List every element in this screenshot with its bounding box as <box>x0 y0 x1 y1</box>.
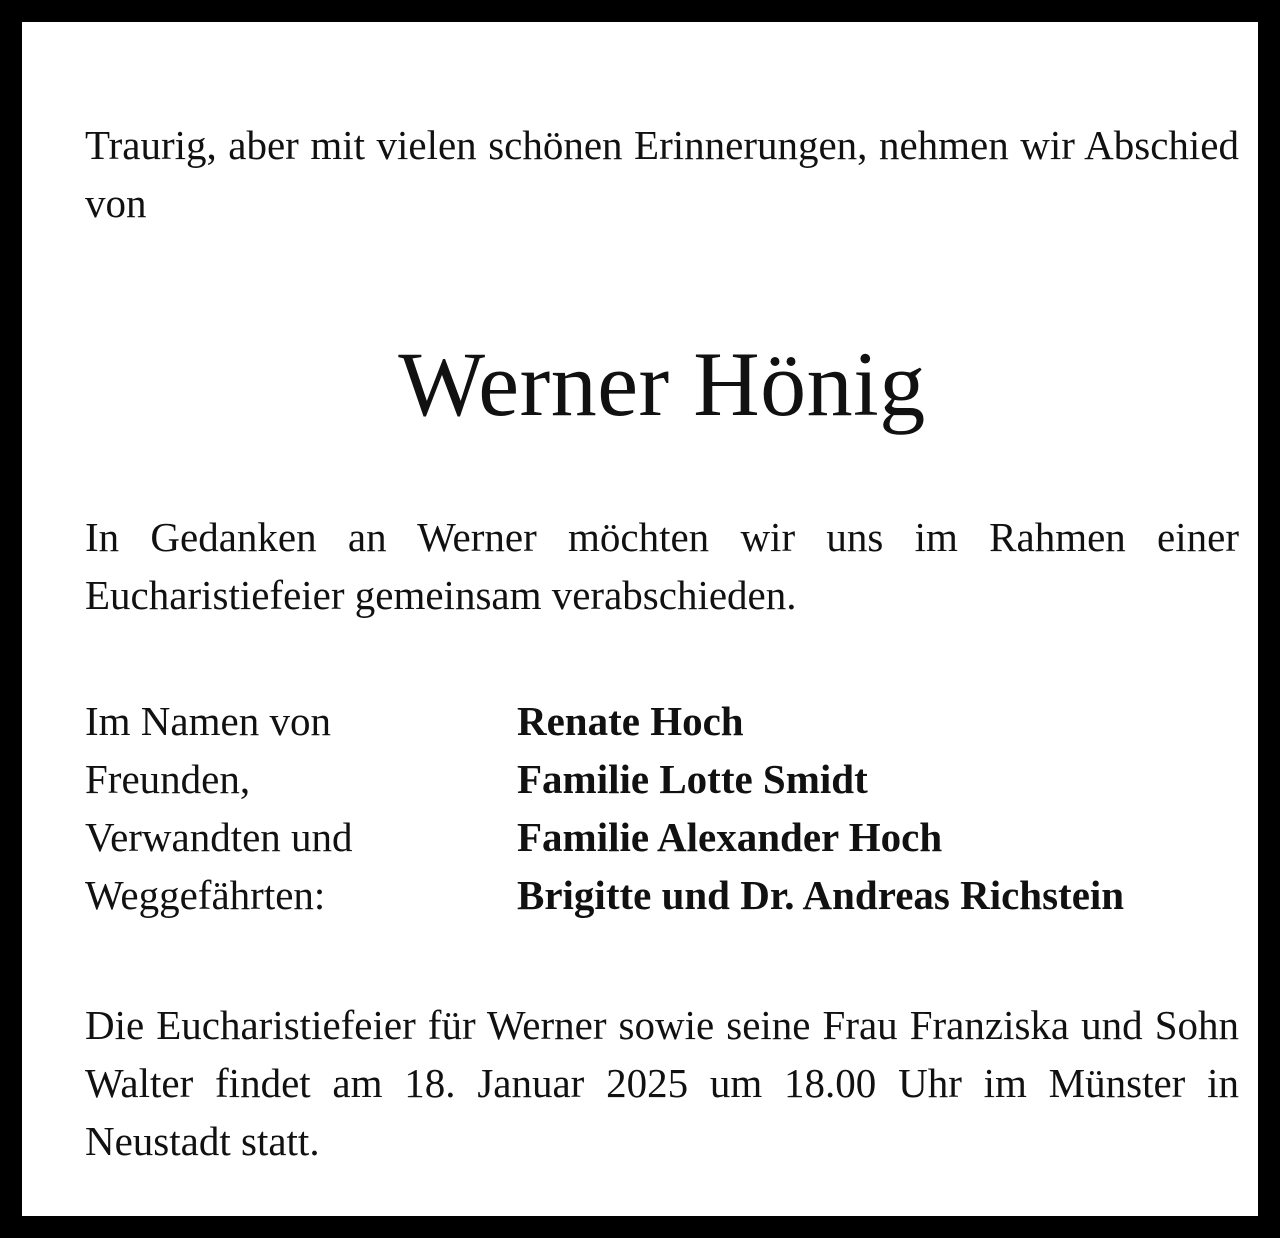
signers-label <box>85 692 485 924</box>
signer-name: Brigitte und Dr. Andreas Richstein <box>517 872 1125 918</box>
signers-list <box>517 692 1239 924</box>
signers-label-line: Freunden, <box>85 756 251 802</box>
signers-label-line: Im Namen von <box>85 698 331 744</box>
memorial-text: In Gedanken an Werner möchten wir uns im Rahmen einer Eucharistiefeier gemeinsam verabschieden. <box>85 514 1239 618</box>
service-details-text: Die Eucharistiefeier für Werner sowie seine Frau Franziska und Sohn Walter findet am 18. Januar 2025 um 18.00 Uhr im Münster in Neustadt statt. <box>85 1002 1239 1164</box>
deceased-name: Werner Hönig <box>398 333 926 435</box>
signer-name: Familie Lotte Smidt <box>517 756 868 802</box>
signers-label-line: Verwandten und <box>85 814 353 860</box>
signer-name: Familie Alexander Hoch <box>517 814 943 860</box>
signers-label-line: Weggefährten: <box>85 872 326 918</box>
intro-text: Traurig, aber mit vielen schönen Erinnerungen, nehmen wir Abschied von <box>85 122 1239 226</box>
signer-name: Renate Hoch <box>517 698 744 744</box>
